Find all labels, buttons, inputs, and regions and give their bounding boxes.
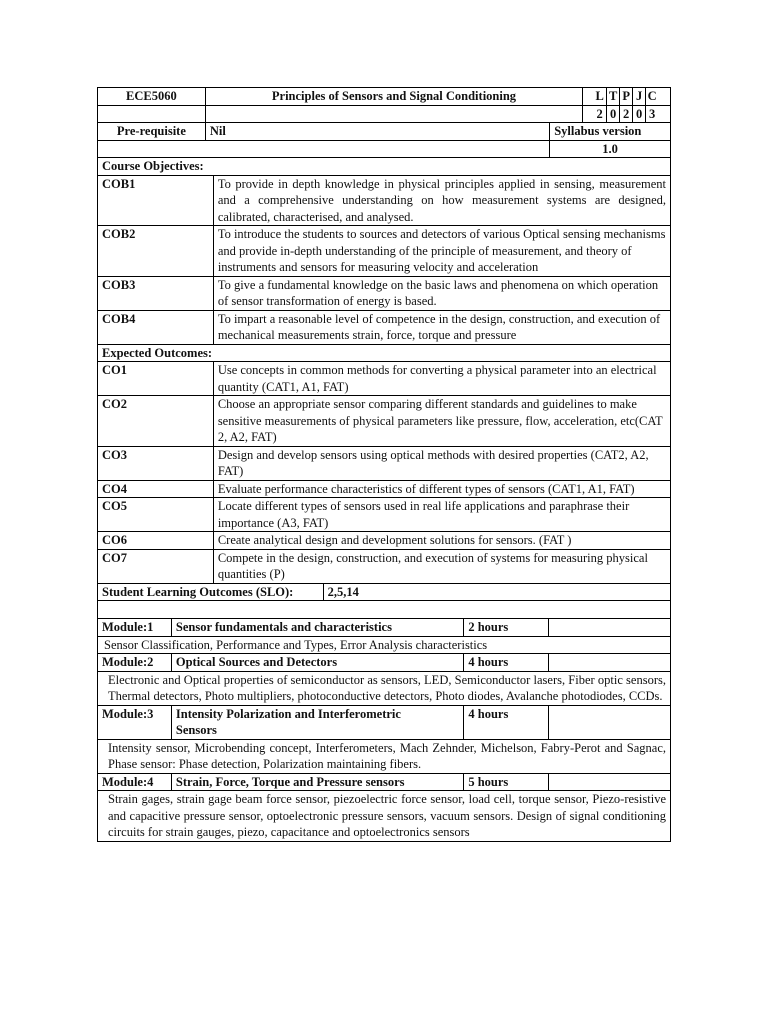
outcome-text: Create analytical design and development solutions for sensors. (FAT ): [213, 532, 670, 549]
module-header-row: [97, 774, 671, 792]
blank-cell: [98, 141, 549, 158]
ltpjc-values: [582, 106, 670, 123]
module-header-row: [97, 706, 671, 740]
outcome-text: Evaluate performance characteristics of different types of sensors (CAT1, A1, FAT): [213, 481, 670, 498]
objective-row: [97, 176, 671, 227]
syllabus-version-row: [97, 141, 671, 159]
spacer-row: [97, 601, 671, 619]
ltpjc-value: 2: [596, 106, 603, 121]
outcomes-heading: Expected Outcomes:: [102, 345, 213, 360]
ltpjc-value: 0: [606, 106, 619, 123]
outcome-code: CO4: [102, 481, 127, 496]
header-row: [97, 87, 671, 106]
objective-text: To give a fundamental knowledge on the basic laws and phenomena on which operation of sensor transformation of energy is based.: [213, 277, 670, 310]
outcome-row: [97, 532, 671, 550]
objective-text: To introduce the students to sources and detectors of various Optical sensing mechanisms and provide in-depth understanding of the principle of measurement, and theory of instruments and sensors for measuring velocity and acceleration: [213, 226, 670, 276]
module-hours: 4 hours: [463, 706, 548, 739]
module-content: Strain gages, strain gage beam force sensor, piezoelectric force sensor, load cell, torque sensor, Piezo-resistive and capacitive pressure sensor, optoelectronic pressure sensors, vacuum sensors. Design of signal conditioning circuits for strain gauges, piezo, capacitance and optoelectronics sensors: [108, 792, 666, 839]
module-title: Sensor fundamentals and characteristics: [171, 619, 463, 636]
course-code: ECE5060: [126, 89, 177, 103]
slo-label: Student Learning Outcomes (SLO):: [102, 584, 294, 599]
module-label: Module:1: [102, 620, 154, 634]
course-title: Principles of Sensors and Signal Conditioning: [205, 88, 582, 105]
outcome-row: [97, 396, 671, 447]
blank-cell: [548, 706, 670, 739]
ltpjc-values-row: [97, 106, 671, 124]
module-content-row: [97, 637, 671, 655]
module-content-row: [97, 791, 671, 842]
syllabus-table: [97, 87, 671, 842]
outcome-text: Use concepts in common methods for converting a physical parameter into an electrical quantity (CAT1, A1, FAT): [213, 362, 670, 395]
outcome-text: Choose an appropriate sensor comparing different standards and guidelines to make sensitive measurements of physical parameters like pressure, flow, acceleration, etc(CAT 2, A2, FAT): [213, 396, 670, 446]
outcome-row: [97, 550, 671, 584]
module-header-row: [97, 654, 671, 672]
outcome-code: CO3: [102, 447, 127, 462]
module-hours: 4 hours: [463, 654, 548, 671]
outcome-code: CO5: [102, 499, 127, 513]
ltpjc-value: 2: [619, 106, 632, 123]
prerequisite-row: [97, 123, 671, 141]
module-label: Module:4: [102, 774, 154, 789]
module-content: Electronic and Optical properties of semiconductor as sensors, LED, Semiconductor lasers, Fiber optic sensors, Thermal detectors, Photo multipliers, photoconductive detectors, Photo diodes, Avalanche photodiodes, CCDs.: [108, 672, 666, 703]
objective-text: To provide in depth knowledge in physical principles applied in sensing, measurement and a comprehensive understanding on how measurement systems are designed, calibrated, characterised, and analysed.: [213, 176, 670, 226]
objectives-heading-row: [97, 158, 671, 176]
syllabus-version-value: 1.0: [549, 141, 670, 158]
prerequisite-label: Pre-requisite: [116, 124, 186, 138]
objective-code: COB1: [102, 176, 136, 191]
objective-text: To impart a reasonable level of competence in the design, construction, and execution of mechanical measurements strain, force, torque and pressure: [213, 311, 670, 344]
outcome-code: CO6: [102, 533, 127, 547]
slo-value: 2,5,14: [323, 584, 670, 601]
objective-code: COB2: [102, 227, 136, 241]
module-content-row: [97, 672, 671, 706]
outcome-row: [97, 481, 671, 499]
objective-code: COB3: [102, 277, 136, 292]
ltpjc-value: 0: [632, 106, 645, 123]
outcome-code: CO1: [102, 363, 127, 377]
module-title: Optical Sources and Detectors: [171, 654, 463, 671]
module-content-row: [97, 740, 671, 774]
blank-cell: [548, 774, 670, 791]
module-hours: 5 hours: [463, 774, 548, 791]
outcomes-heading-row: [97, 345, 671, 363]
objective-row: [97, 311, 671, 345]
blank-cell: [98, 106, 205, 123]
outcome-code: CO2: [102, 397, 127, 411]
ltpjc-labels: [582, 88, 670, 105]
objective-row: [97, 226, 671, 277]
outcome-row: [97, 447, 671, 481]
outcome-text: Compete in the design, construction, and execution of systems for measuring physical quantities (P): [213, 550, 670, 583]
slo-row: [97, 584, 671, 602]
module-label: Module:3: [102, 706, 154, 721]
module-content: Intensity sensor, Microbending concept, Interferometers, Mach Zehnder, Michelson, Fabry-Perot and Sagnac, Phase sensor: Phase detection, Polarization maintaining fibers.: [108, 740, 666, 771]
outcome-row: [97, 362, 671, 396]
blank-cell: [548, 654, 670, 671]
module-hours: 2 hours: [463, 619, 548, 636]
outcome-row: [97, 498, 671, 532]
module-title: Strain, Force, Torque and Pressure sensors: [171, 774, 463, 791]
module-label: Module:2: [102, 655, 154, 669]
blank-cell: [205, 106, 582, 123]
ltpjc-label: L: [595, 89, 604, 103]
outcome-code: CO7: [102, 550, 127, 565]
ltpjc-label: J: [632, 88, 645, 105]
ltpjc-label: T: [606, 88, 619, 105]
ltpjc-label: C: [645, 88, 658, 105]
objective-row: [97, 277, 671, 311]
objective-code: COB4: [102, 311, 136, 326]
module-title: Intensity Polarization and Interferometric Sensors: [171, 706, 464, 739]
objectives-heading: Course Objectives:: [102, 159, 204, 173]
module-header-row: [97, 619, 671, 637]
ltpjc-label: P: [619, 88, 632, 105]
module-content: Sensor Classification, Performance and Types, Error Analysis characteristics: [104, 637, 488, 652]
blank-cell: [548, 619, 670, 636]
prerequisite-value: Nil: [205, 123, 549, 140]
outcome-text: Locate different types of sensors used in real life applications and paraphrase their importance (A3, FAT): [213, 498, 670, 531]
ltpjc-value: 3: [645, 106, 658, 123]
blank-cell: [98, 601, 670, 618]
syllabus-version-label: Syllabus version: [549, 123, 670, 140]
outcome-text: Design and develop sensors using optical methods with desired properties (CAT2, A2, FAT): [213, 447, 670, 480]
